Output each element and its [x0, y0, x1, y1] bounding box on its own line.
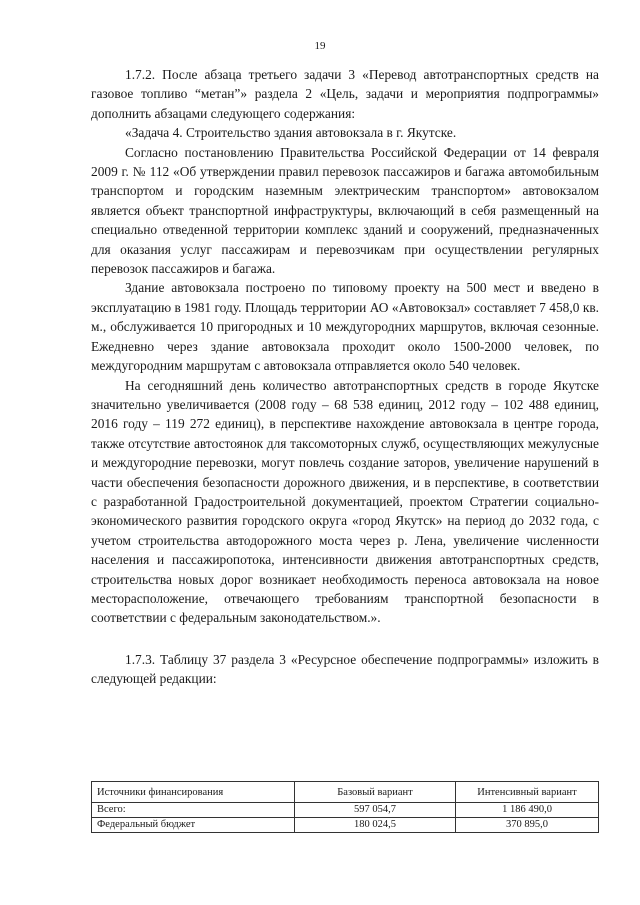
paragraph-1-7-3: 1.7.3. Таблицу 37 раздела 3 «Ресурсное обеспечение подпрограммы» изложить в следующей редакции:	[91, 651, 599, 687]
table-cell: Федеральный бюджет	[92, 818, 295, 833]
paragraph-task-4-title: «Задача 4. Строительство здания автовокзала в г. Якутске.	[125, 125, 457, 141]
table-cell: Всего:	[92, 803, 295, 818]
table-cell: 180 024,5	[295, 818, 456, 833]
table-header-cell: Интенсивный вариант	[456, 782, 599, 803]
table-cell: 370 895,0	[456, 818, 599, 833]
paragraph-regulation: Согласно постановлению Правительства Российской Федерации от 14 февраля 2009 г. № 112 «Об утверждении правил перевозок пассажиров и багажа автомобильным транспортом и городским наземным электрическим транспортом» автовокзалом является объект транспортной инфраструктуры, включающий в себя размещенный на специально отведенной территории комплекс зданий и сооружений, предназначенных для оказания услуг пассажирам и перевозчикам при осуществлении регулярных перевозок пассажиров и багажа.	[91, 144, 599, 277]
table-header-cell: Источники финансирования	[92, 782, 295, 803]
paragraph-1-7-2: 1.7.2. После абзаца третьего задачи 3 «Перевод автотранспортных средств на газовое топливо “метан”» раздела 2 «Цель, задачи и мероприятия подпрограммы» дополнить абзацами следующего содержания:	[91, 67, 599, 121]
table-row	[92, 818, 599, 833]
document-body	[91, 65, 599, 689]
page-number: 19	[314, 40, 326, 52]
table-cell: 1 186 490,0	[456, 803, 599, 818]
paragraph-building: Здание автовокзала построено по типовому проекту на 500 мест и введено в эксплуатацию в 1981 году. Площадь территории АО «Автовокзал» составляет 7 458,0 кв. м., обслуживается 10 пригородных и 10 междугородних маршрутов, включая сезонные. Ежедневно через здание автовокзала проходит около 1500-2000 человек, по междугородним маршрутам с автовокзала отправляется около 540 человек.	[91, 280, 599, 374]
table-header-row	[92, 782, 599, 803]
table-row	[92, 803, 599, 818]
table-cell: 597 054,7	[295, 803, 456, 818]
financing-table	[91, 781, 599, 833]
table-header-cell: Базовый вариант	[295, 782, 456, 803]
paragraph-traffic: На сегодняшний день количество автотранспортных средств в городе Якутске значительно увеличивается (2008 году – 68 538 единиц, 2012 году – 102 488 единиц, 2016 году – 119 272 единиц), в перспективе нахождение автовокзала в центре города, также отсутствие автостоянок для таксомоторных служб, осуществляющих межулусные и междугородние перевозки, могут повлечь создание заторов, увеличение нарушений в части обеспечения безопасности дорожного движения, и в перспективе, в соответствии с разработанной Градостроительной документацией, проектом Стратегии социально-экономического развития городского округа «город Якутск» на период до 2032 года, с учетом строительства автодорожного моста через р. Лена, увеличение численности населения и пассажиропотока, интенсивности движения автотранспортных средств, строительства новых дорог возникает необходимость переноса автовокзала на новое месторасположение, отвечающего требованиям транспортной безопасности в соответствии с федеральным законодательством.».	[91, 377, 599, 626]
